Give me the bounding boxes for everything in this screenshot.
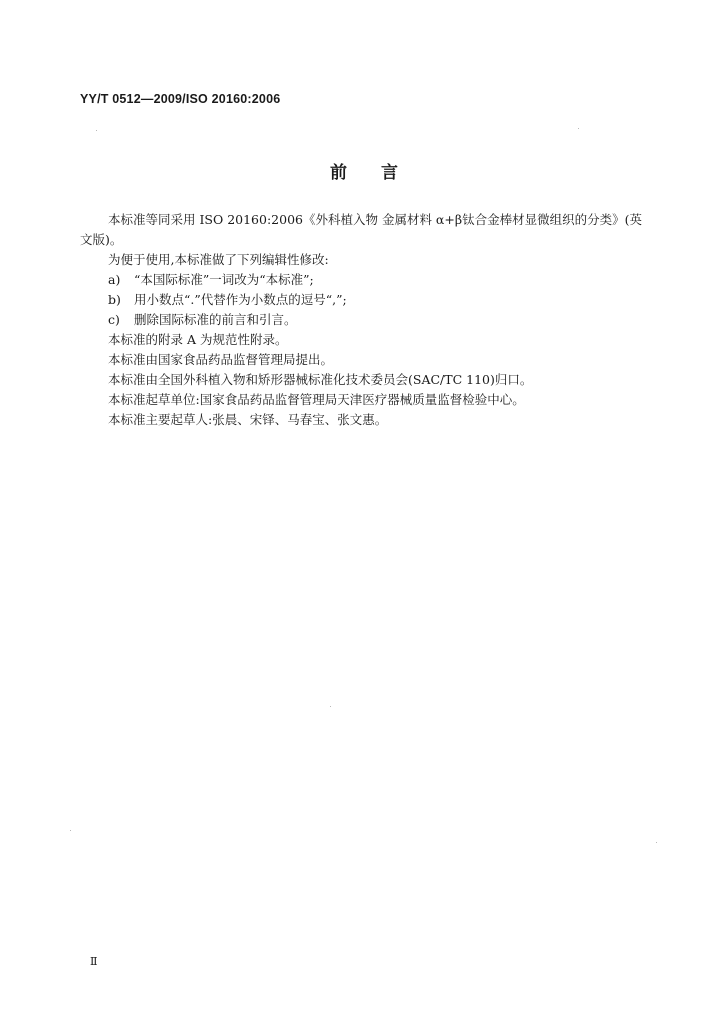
scan-speck [96, 130, 97, 131]
paragraph-adoption-continued: 文版)。 [80, 232, 123, 247]
scan-speck [70, 830, 71, 831]
list-item-text: 用小数点“.”代替作为小数点的逗号“,”; [134, 292, 347, 307]
paragraph-drafting-unit: 本标准起草单位:国家食品药品监督管理局天津医疗器械质量监督检验中心。 [108, 392, 525, 407]
scan-speck [578, 128, 579, 129]
paragraph-adoption: 本标准等同采用 ISO 20160:2006《外科植入物 金属材料 α+β钛合金棒材显微组织的分类》(英 [108, 212, 642, 227]
list-item [80, 310, 650, 330]
scan-speck [330, 706, 331, 707]
standard-header: YY/T 0512—2009/ISO 20160:2006 [80, 92, 281, 106]
list-item-text: 删除国际标准的前言和引言。 [134, 312, 297, 327]
scan-speck [656, 842, 657, 843]
list-item-label: a) [108, 272, 121, 287]
page-title: 前言 [330, 163, 432, 183]
list-item-label: b) [108, 292, 121, 307]
list-item [80, 290, 650, 310]
paragraph-edits-intro: 为便于使用,本标准做了下列编辑性修改: [108, 252, 329, 267]
paragraph-proposer: 本标准由国家食品药品监督管理局提出。 [108, 352, 334, 367]
list-item-text: “本国际标准”一词改为“本标准”; [134, 272, 314, 287]
list-item-label: c) [108, 312, 120, 327]
foreword-body [80, 210, 650, 430]
page-number: Ⅱ [90, 955, 98, 968]
paragraph-drafters: 本标准主要起草人:张晨、宋铎、马春宝、张文惠。 [108, 412, 388, 427]
paragraph-committee: 本标准由全国外科植入物和矫形器械标准化技术委员会(SAC/TC 110)归口。 [108, 372, 533, 387]
list-item [80, 270, 650, 290]
paragraph-annex: 本标准的附录 A 为规范性附录。 [108, 332, 288, 347]
